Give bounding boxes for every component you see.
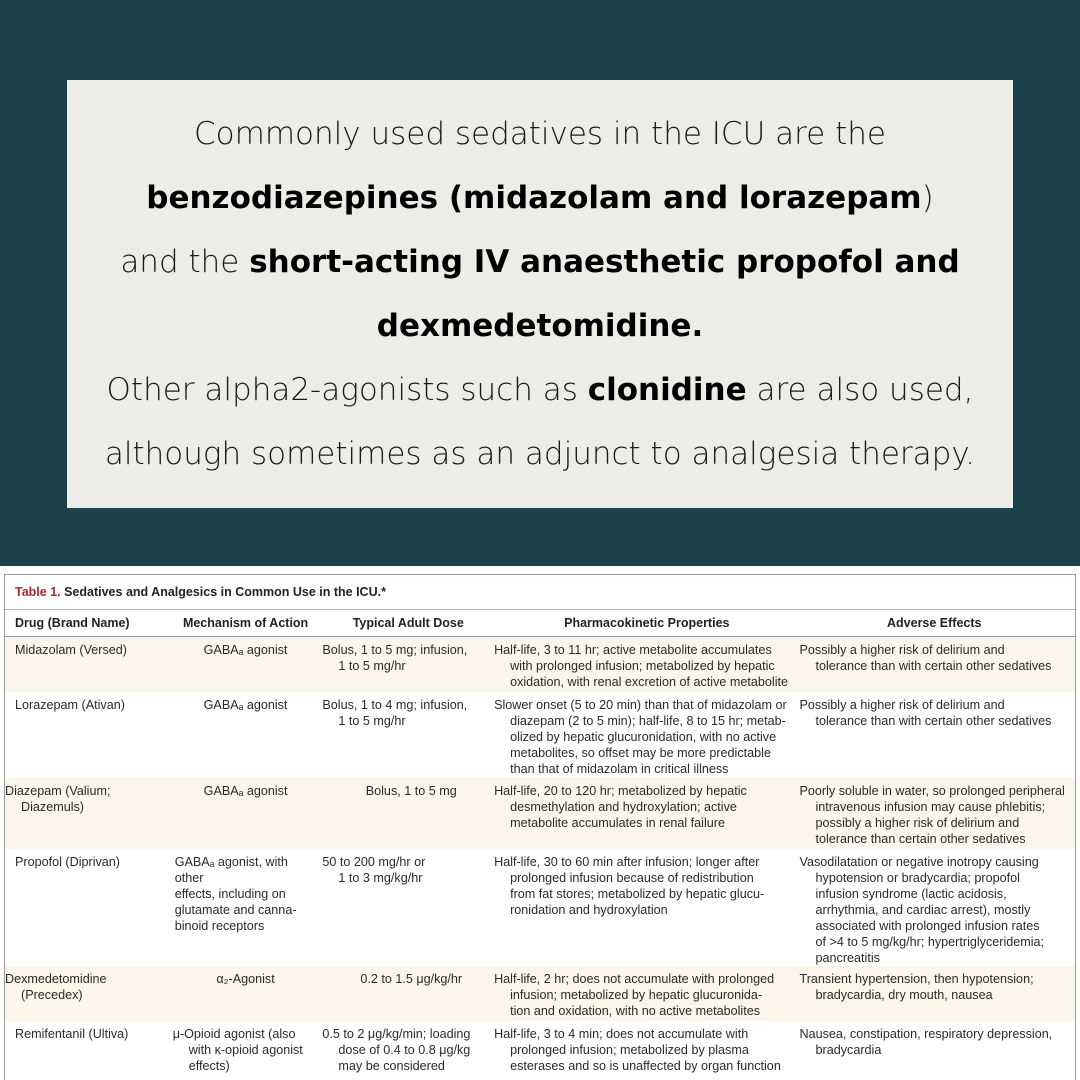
summary-card [67, 80, 1013, 508]
propofol-bold: short-acting IV anaesthetic propofol and [249, 244, 960, 280]
cell-adverse: Possibly a higher risk of delirium and tolerance than with certain other sedatives [799, 643, 1052, 673]
cell-adverse: Poorly soluble in water, so prolonged peripheral intravenous infusion may cause phlebitis; possibly a higher risk of delirium and tolerance than certain other sedatives [799, 784, 1065, 846]
summary-line-5: Other alpha2-agonists such as clonidine are also used, [106, 372, 974, 408]
cell-drug: Lorazepam (Ativan) [15, 698, 125, 712]
table-caption-label: Table 1. [15, 585, 61, 599]
summary-line-6: although sometimes as an adjunct to analgesia therapy. [104, 436, 976, 472]
table-row [5, 778, 1075, 849]
cell-adverse: Transient hypertension, then hypotension; bradycardia, dry mouth, nausea [799, 972, 1034, 1002]
table-row [5, 692, 1075, 778]
header-adverse: Adverse Effects [887, 616, 982, 630]
cell-mechanism: GABAₐ agonist, with other effects, including on glutamate and canna- binoid receptors [174, 855, 297, 933]
cell-mechanism: GABAₐ agonist [203, 643, 288, 657]
summary-line-2: benzodiazepines (midazolam and lorazepam) [146, 180, 934, 216]
table-caption [5, 575, 1075, 610]
cell-dose: 0.2 to 1.5 μg/kg/hr [360, 972, 463, 986]
cell-mechanism: GABAₐ agonist [203, 698, 288, 712]
cell-drug: Diazepam (Valium; Diazemuls) [5, 784, 111, 814]
cell-mechanism: GABAₐ agonist [203, 784, 288, 798]
cell-adverse: Vasodilatation or negative inotropy causing hypotension or bradycardia; propofol infusion syndrome (lactic acidosis, arrhythmia, and cardiac arrest), mostly associated with prolonged infusion rates of >4 to 5 mg/kg/hr; hypertriglyceridemia; pancreatitis [799, 855, 1045, 965]
benzodiazepines-bold: benzodiazepines (midazolam and lorazepam [146, 180, 922, 216]
cell-drug: Propofol (Diprivan) [15, 855, 120, 869]
table-row [5, 1021, 1075, 1080]
cell-pk: Half-life, 20 to 120 hr; metabolized by hepatic desmethylation and hydroxylation; active metabolite accumulates in renal failure [494, 784, 747, 830]
cell-mechanism: α₂-Agonist [216, 972, 275, 986]
cell-dose: 50 to 200 mg/hr or 1 to 3 mg/kg/hr [322, 855, 426, 885]
sedatives-table [4, 574, 1076, 1080]
cell-pk: Half-life, 3 to 11 hr; active metabolite accumulates with prolonged infusion; metabolized by hepatic oxidation, with renal excretion of active metabolite [494, 643, 788, 689]
table-caption-text: Sedatives and Analgesics in Common Use in the ICU.* [60, 585, 386, 599]
cell-dose: Bolus, 1 to 4 mg; infusion, 1 to 5 mg/hr [322, 698, 468, 728]
cell-dose: 0.5 to 2 μg/kg/min; loading dose of 0.4 to 0.8 μg/kg may be considered [322, 1027, 471, 1073]
cell-drug: Midazolam (Versed) [15, 643, 127, 657]
cell-adverse: Possibly a higher risk of delirium and tolerance than with certain other sedatives [799, 698, 1052, 728]
cell-drug: Dexmedetomidine (Precedex) [5, 972, 107, 1002]
header-drug: Drug (Brand Name) [15, 616, 130, 630]
header-mechanism: Mechanism of Action [182, 616, 309, 630]
cell-mechanism: μ-Opioid agonist (also with κ-opioid agonist effects) [172, 1027, 303, 1073]
summary-line-1: Commonly used sedatives in the ICU are the [194, 116, 886, 152]
cell-dose: Bolus, 1 to 5 mg [365, 784, 457, 798]
cell-drug: Remifentanil (Ultiva) [15, 1027, 129, 1041]
cell-pk: Half-life, 2 hr; does not accumulate with prolonged infusion; metabolized by hepatic glucuronida- tion and oxidation, with no active metabolites [494, 972, 775, 1018]
header-pk: Pharmacokinetic Properties [564, 616, 730, 630]
cell-adverse: Nausea, constipation, respiratory depression, bradycardia [799, 1027, 1053, 1057]
clonidine-bold: clonidine [587, 372, 747, 408]
cell-pk: Slower onset (5 to 20 min) than that of midazolam or diazepam (2 to 5 min); half-life, 8 to 15 hr; metab- olized by hepatic glucuronidation, with no active metabolites, so offset may be more predictable than that of midazolam in critical illness [494, 698, 787, 776]
table-row [5, 966, 1075, 1021]
table-row [5, 637, 1075, 692]
summary-line-4 [377, 294, 703, 358]
table-row [5, 849, 1075, 966]
summary-line-3: and the short-acting IV anaesthetic propofol and [120, 244, 960, 280]
cell-dose: Bolus, 1 to 5 mg; infusion, 1 to 5 mg/hr [322, 643, 468, 673]
dexmedetomidine-bold: dexmedetomidine. [376, 308, 704, 344]
header-dose: Typical Adult Dose [352, 616, 464, 630]
cell-pk: Half-life, 30 to 60 min after infusion; longer after prolonged infusion because of redistribution from fat stores; metabolized by hepatic glucu- ronidation and hydroxylation [494, 855, 765, 917]
table-header-row [5, 610, 1075, 637]
cell-pk: Half-life, 3 to 4 min; does not accumulate with prolonged infusion; metabolized by plasma esterases and so is unaffected by organ function [494, 1027, 781, 1073]
